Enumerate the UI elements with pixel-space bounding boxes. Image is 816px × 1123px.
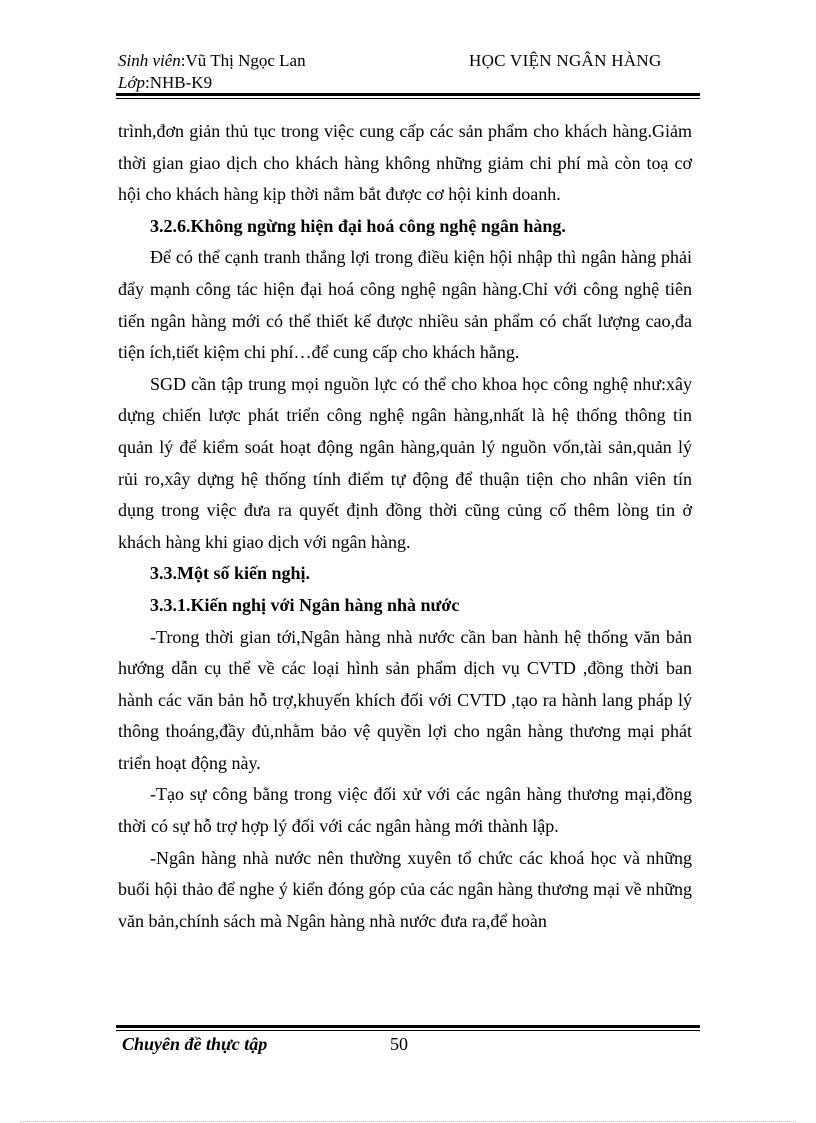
footer-rule-thick	[116, 1025, 700, 1028]
page-edge-divider	[20, 1121, 796, 1122]
paragraph: -Trong thời gian tới,Ngân hàng nhà nước cần ban hành hệ thống văn bản hướng dẫn cụ thể về các loại hình sản phẩm dịch vụ CVTD ,đồng thời ban hành các văn bản hỗ trợ,khuyến khích đối với CVTD ,tạo ra hành lang pháp lý thông thoáng,đầy đủ,nhằm bảo vệ quyền lợi cho ngân hàng thương mại phát triển hoạt động này.	[118, 626, 692, 773]
class-line	[118, 72, 306, 94]
section-heading-3-3-1: 3.3.1.Kiến nghị với Ngân hàng nhà nước	[150, 594, 460, 615]
paragraph: Để có thể cạnh tranh thắng lợi trong điều kiện hội nhập thì ngân hàng phải đẩy mạnh công tác hiện đại hoá công nghệ ngân hàng.Chỉ với công nghệ tiên tiến ngân hàng mới có thể thiết kế được nhiều sản phẩm có chất lượng cao,đa tiện ích,tiết kiệm chi phí…để cung cấp cho khách hằng.	[118, 247, 692, 363]
paragraph: -Ngân hàng nhà nước nên thường xuyên tổ chức các khoá học và những buổi hội thảo để nghe ý kiến đóng góp của các ngân hàng thương mại về những văn bản,chính sách mà Ngân hàng nhà nước đưa ra,để hoàn	[118, 847, 692, 931]
page-number: 50	[390, 1034, 408, 1054]
footer-rule-thin	[116, 1030, 700, 1031]
body-text	[118, 116, 692, 937]
class-name: :NHB-K9	[145, 73, 213, 92]
paragraph: -Tạo sự công bằng trong việc đối xử với các ngân hàng thương mại,đồng thời có sự hỗ trợ hợp lý đối với các ngân hàng mới thành lập.	[118, 784, 692, 837]
paragraph: SGD cần tập trung mọi nguồn lực có thể cho khoa học công nghệ như:xây dựng chiến lược phát triển công nghệ ngân hàng,nhất là hệ thống thông tin quản lý để kiểm soát hoạt động ngân hàng,quản lý nguồn vốn,tài sản,quản lý rủi ro,xây dựng hệ thống tính điểm tự động để thuận tiện cho nhân viên tín dụng trong việc đưa ra quyết định đồng thời cũng củng cố thêm lòng tin ở khách hàng khi giao dịch với ngân hàng.	[118, 373, 692, 552]
footer-title: Chuyên đề thực tập	[122, 1034, 268, 1054]
header-rule-thick	[116, 93, 700, 96]
section-heading-3-2-6: 3.2.6.Không ngừng hiện đại hoá công nghệ ngân hàng.	[150, 215, 566, 236]
student-name: :Vũ Thị Ngọc Lan	[180, 51, 306, 70]
header-rule-thin	[116, 98, 700, 99]
header-student-info	[118, 50, 306, 94]
student-label: Sinh viên	[118, 51, 181, 70]
header-institution: HỌC VIỆN NGÂN HÀNG	[469, 51, 662, 70]
student-line	[118, 50, 306, 72]
section-heading-3-3: 3.3.Một số kiến nghị.	[150, 563, 311, 584]
paragraph: trình,đơn giản thủ tục trong việc cung cấp các sản phẩm cho khách hàng.Giảm thời gian giao dịch cho khách hàng không những giảm chi phí mà còn toạ cơ hội cho khách hàng kịp thời nắm bắt được cơ hội kinh doanh.	[118, 121, 692, 205]
class-label: Lớp	[118, 73, 146, 92]
